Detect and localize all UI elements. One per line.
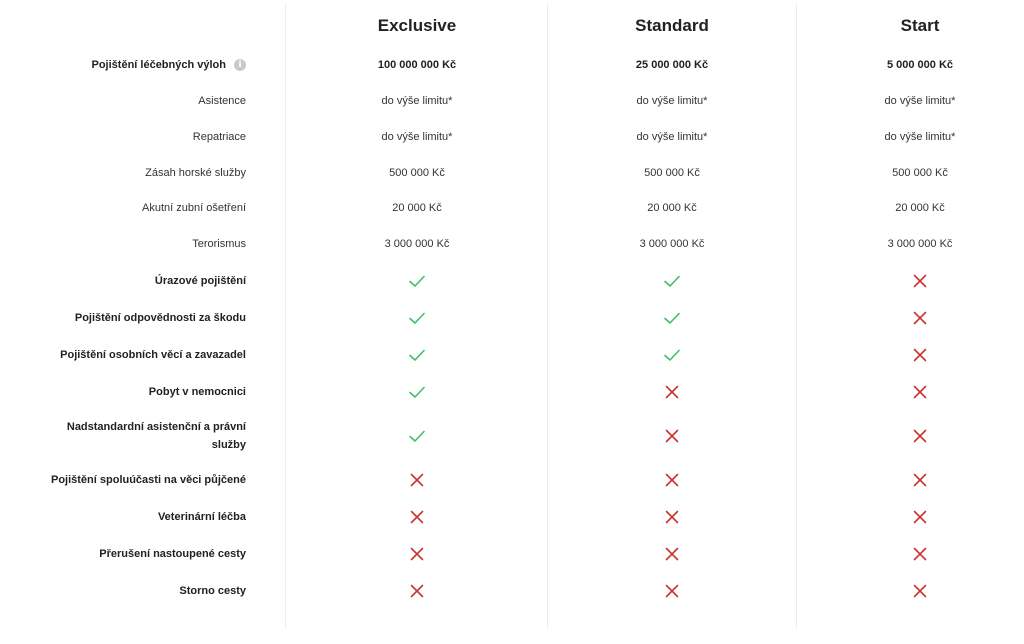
cross-icon: [911, 582, 929, 600]
row-label-text: Nadstandardní asistenční a právní služby: [66, 421, 246, 451]
cell-mark: [548, 538, 796, 570]
cell-mark: [796, 464, 1024, 496]
cell-value: do výše limitu*: [381, 95, 453, 107]
cell-value: 500 000 Kč: [892, 167, 948, 179]
cross-icon: [911, 272, 929, 290]
row-label-text: Pojištění osobních věcí a zavazadel: [60, 349, 246, 361]
cross-icon: [911, 508, 929, 526]
row-label-text: Asistence: [198, 95, 246, 107]
cell-mark: [796, 376, 1024, 408]
cross-icon: [663, 508, 681, 526]
table-row: [0, 464, 1024, 496]
cell-mark: [548, 501, 796, 533]
cell-mark: [548, 414, 796, 458]
row-label: [6, 538, 246, 570]
cell-mark: [548, 339, 796, 371]
cell-mark: [548, 265, 796, 297]
row-label-text: Pobyt v nemocnici: [148, 386, 246, 398]
cross-icon: [911, 309, 929, 327]
check-icon: [663, 309, 681, 327]
table-row: [0, 265, 1024, 297]
cell-mark: [796, 302, 1024, 334]
cell-value: 20 000 Kč: [895, 202, 945, 214]
row-label: [6, 339, 246, 371]
row-label: [6, 50, 246, 80]
row-label: [6, 302, 246, 334]
row-label-text: Akutní zubní ošetření: [142, 202, 246, 214]
cell-mark: [286, 376, 548, 408]
check-icon: [408, 309, 426, 327]
cell-mark: [796, 575, 1024, 607]
cross-icon: [663, 545, 681, 563]
row-label-text: Zásah horské služby: [145, 167, 246, 179]
check-icon: [408, 383, 426, 401]
row-label: [6, 229, 246, 259]
table-row: [0, 538, 1024, 570]
cell-value: 20 000 Kč: [392, 202, 442, 214]
row-label: [6, 158, 246, 188]
cross-icon: [911, 383, 929, 401]
cell-mark: [286, 339, 548, 371]
cell-value: 5 000 000 Kč: [886, 59, 954, 71]
cross-icon: [911, 545, 929, 563]
cell-mark: [548, 376, 796, 408]
cross-icon: [663, 582, 681, 600]
cell-mark: [548, 575, 796, 607]
cell-value: 500 000 Kč: [644, 167, 700, 179]
cell-mark: [286, 464, 548, 496]
cross-icon: [408, 545, 426, 563]
cross-icon: [408, 582, 426, 600]
cell-mark: [548, 302, 796, 334]
check-icon: [408, 427, 426, 445]
cell-mark: [286, 302, 548, 334]
row-label-text: Terorismus: [192, 238, 246, 250]
cell-mark: [796, 339, 1024, 371]
cell-value: 100 000 000 Kč: [377, 59, 457, 71]
check-icon: [663, 272, 681, 290]
table-row: [0, 339, 1024, 371]
cell-value: 25 000 000 Kč: [635, 59, 709, 71]
cell-value: do výše limitu*: [884, 95, 956, 107]
table-row: [0, 86, 1024, 116]
cell-value: 500 000 Kč: [389, 167, 445, 179]
cross-icon: [911, 427, 929, 445]
cell-mark: [286, 414, 548, 458]
cell-mark: [286, 501, 548, 533]
table-row: [0, 122, 1024, 152]
info-icon[interactable]: i: [234, 59, 246, 71]
cell-mark: [796, 414, 1024, 458]
cell-mark: [796, 265, 1024, 297]
row-label: [6, 414, 246, 458]
cell-value: do výše limitu*: [884, 131, 956, 143]
row-label: [6, 575, 246, 607]
row-label: [6, 86, 246, 116]
plan-header-start: Start: [900, 16, 940, 35]
table-row: [0, 50, 1024, 80]
cross-icon: [663, 427, 681, 445]
cross-icon: [911, 471, 929, 489]
cell-mark: [286, 575, 548, 607]
table-row: [0, 229, 1024, 259]
row-label-text: Pojištění spoluúčasti na věci půjčené: [50, 474, 246, 486]
cell-value: 20 000 Kč: [647, 202, 697, 214]
cross-icon: [408, 471, 426, 489]
row-label-text: Úrazové pojištění: [154, 275, 246, 287]
cell-mark: [548, 464, 796, 496]
table-row: [0, 575, 1024, 607]
row-label: [6, 193, 246, 223]
table-row: [0, 302, 1024, 334]
cell-mark: [286, 265, 548, 297]
row-label: [6, 501, 246, 533]
row-label-text: Repatriace: [192, 131, 246, 143]
table-row: [0, 158, 1024, 188]
table-row: [0, 193, 1024, 223]
cell-mark: [286, 538, 548, 570]
row-label: [6, 376, 246, 408]
cell-value: 3 000 000 Kč: [887, 238, 953, 250]
cell-mark: [796, 501, 1024, 533]
row-label-text: Storno cesty: [179, 585, 246, 597]
cell-value: do výše limitu*: [636, 95, 708, 107]
row-label-text: Pojištění odpovědnosti za škodu: [74, 312, 246, 324]
table-row: [0, 414, 1024, 458]
row-label: [6, 464, 246, 496]
cross-icon: [408, 508, 426, 526]
cell-value: 3 000 000 Kč: [384, 238, 450, 250]
plan-header-standard: Standard: [635, 16, 709, 35]
check-icon: [663, 346, 681, 364]
row-label-text: Veterinární léčba: [157, 511, 246, 523]
check-icon: [408, 346, 426, 364]
cell-value: 3 000 000 Kč: [639, 238, 705, 250]
check-icon: [408, 272, 426, 290]
cross-icon: [911, 346, 929, 364]
cell-value: do výše limitu*: [636, 131, 708, 143]
row-label: [6, 265, 246, 297]
cell-mark: [796, 538, 1024, 570]
row-label: [6, 122, 246, 152]
cell-value: do výše limitu*: [381, 131, 453, 143]
row-label-text: Přerušení nastoupené cesty: [99, 548, 246, 560]
cross-icon: [663, 383, 681, 401]
plan-header-exclusive: Exclusive: [377, 16, 457, 35]
row-label-text: Pojištění léčebných výloh: [91, 59, 226, 71]
table-row: [0, 501, 1024, 533]
cross-icon: [663, 471, 681, 489]
table-row: [0, 376, 1024, 408]
